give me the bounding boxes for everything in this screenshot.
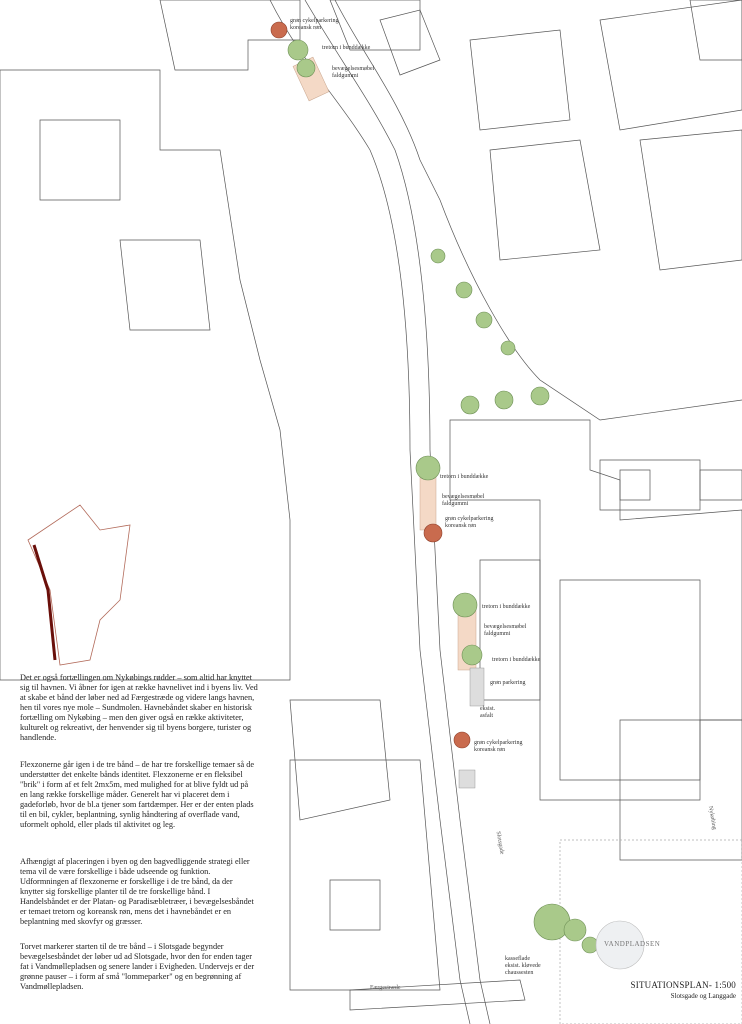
label-low-movable: bevægelsesmøbel faldgummi bbox=[484, 624, 527, 637]
title-block bbox=[631, 980, 736, 1000]
street-slotsgade: Slotsgade bbox=[494, 830, 505, 856]
label-low-asphalt: eksist. asfalt bbox=[480, 706, 496, 719]
label-mid-movable: bevægelsesmøbel faldgummi bbox=[442, 494, 485, 507]
label-low-tretorn-2: tretorn i bunddække bbox=[492, 657, 541, 663]
label-top-cycle: grøn cykelparkering koreansk røn bbox=[290, 18, 339, 31]
label-bottom-paving: kasseflade eksist. kløvede chaussesten bbox=[505, 956, 541, 976]
plan-subtitle: Slotsgade og Langgade bbox=[670, 992, 736, 1000]
street-faergestraede: Færgestræde bbox=[370, 985, 401, 991]
label-mid-tretorn: tretorn i bunddække bbox=[440, 474, 489, 480]
label-low-parking: grøn parkering bbox=[490, 680, 526, 686]
street-nykobing: Nykøbing bbox=[706, 805, 718, 831]
paragraph-2: Flexzonerne går igen i de tre bånd – de har tre forskellige temaer så de understøtter det enkelte bånds identitet. Flexzonerne er en fleksibel "brik" i form af et felt 2mx5m, med mulighed for at blive fyldt ud på en lang række forskellige måder. Generelt har vi placeret dem i gadeforløb, hvor de bl.a tjener som fartdæmper. Her er der enten plads til en bil, cykler, beplantning, synlig håndtering af overflade vand, uformelt ophold, eller plads til aktivitet og leg. bbox=[20, 760, 255, 829]
label-mid-cycle: grøn cykelparkering koreansk røn bbox=[445, 516, 494, 529]
label-top-movable: bevægelsesmøbel faldgummi bbox=[332, 66, 375, 79]
label-low-cycle: grøn cykelparkering koreansk røn bbox=[474, 740, 523, 753]
vandpladsen-label: VANDPLADSEN bbox=[604, 940, 661, 948]
paragraph-3: Afhængigt af placeringen i byen og den bagvedliggende strategi eller tema vil de være forskellige i både udseende og funktion. Udformningen af flexzonerne er forskellige i de tre bånd, da der knytter sig forskellige planter til de tre forskellige bånd. I Handelsbåndet er der Platan- og Paradisæbletræer, i bevægelsesbåndet er temaet tretorn og koreansk røn, mens det i havnebåndet er en beplantning med skovfyr og græsser. bbox=[20, 857, 254, 926]
paragraph-4: Torvet markerer starten til de tre bånd – i Slotsgade begynder bevægelsesbåndet der løber ud ad Slotsgade, hvor den for enden tager fat i Vandmøllepladsen og senere lander i Evigheden. Undervejs er der grønne pauser – i form af små "lommeparker" og en begrønning af Vandmøllepladsen. bbox=[20, 942, 255, 991]
plan-title: SITUATIONSPLAN- 1:500 bbox=[630, 980, 736, 990]
label-top-tretorn: tretorn i bunddække bbox=[322, 45, 371, 51]
paragraph-1: Det er også fortællingen om Nykøbings rødder – som altid har knyttet sig til havnen. Vi åbner for igen at række havnelivet ind i byens liv. Ved at skabe et bånd der løber ned ad Færgestræde og videre langs havnen, hen til vores nye mole – Sundmolen. Havnebåndet skaber en historisk fortælling om Nykøbing – men den giver også en række aktiviteter, kulturelt og rekreativt, der henvender sig til byens borgere, turister og handlende. bbox=[20, 673, 258, 742]
label-low-tretorn-1: tretorn i bunddække bbox=[482, 604, 531, 610]
